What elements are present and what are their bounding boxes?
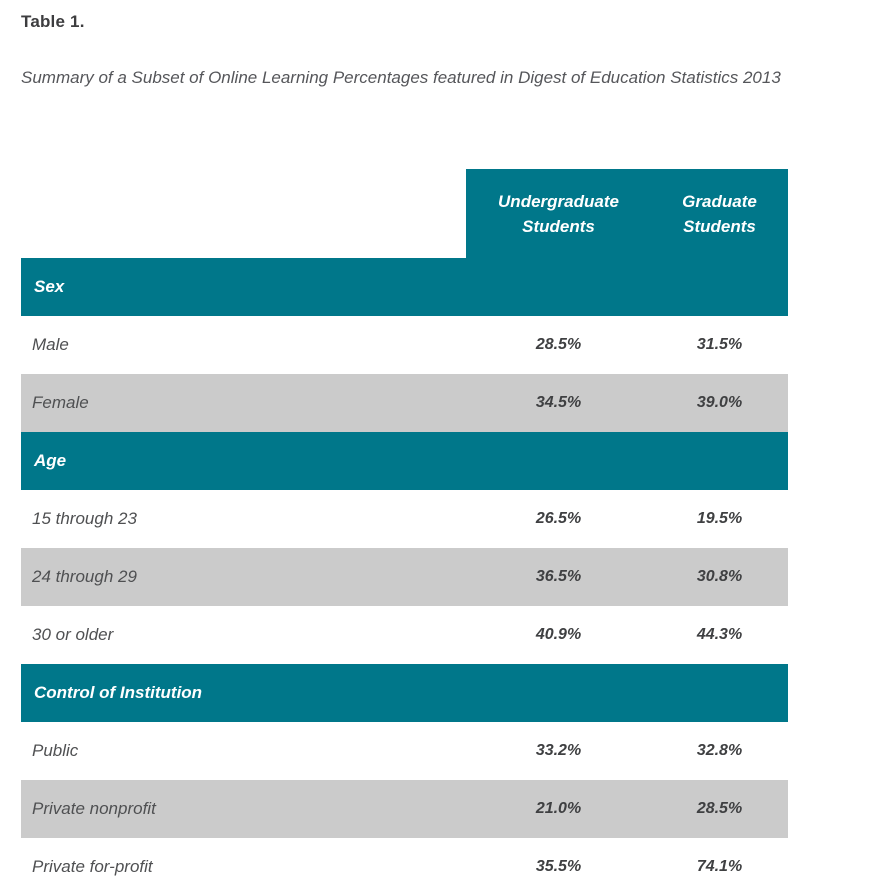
undergraduate-value: 21.0% <box>466 780 651 838</box>
undergraduate-value: 40.9% <box>466 606 651 664</box>
table-row-30-or-older <box>21 606 788 664</box>
undergraduate-value: 28.5% <box>466 316 651 374</box>
header-spacer-cell <box>21 169 466 258</box>
online-learning-table <box>21 169 788 887</box>
table-caption: Summary of a Subset of Online Learning Percentages featured in Digest of Education Statistics 2013 <box>21 68 781 87</box>
table-number-title: Table 1. <box>21 12 85 31</box>
undergraduate-value: 33.2% <box>466 722 651 780</box>
undergraduate-value: 36.5% <box>466 548 651 606</box>
column-header-row <box>21 169 788 258</box>
section-label: Age <box>21 432 788 490</box>
undergraduate-value: 35.5% <box>466 838 651 887</box>
column-header-undergraduate: Undergraduate Students <box>466 169 651 258</box>
row-label: 15 through 23 <box>21 490 466 548</box>
table-row-female <box>21 374 788 432</box>
graduate-value: 74.1% <box>651 838 788 887</box>
table-row-male <box>21 316 788 374</box>
section-header-control-of-institution <box>21 664 788 722</box>
row-label: 24 through 29 <box>21 548 466 606</box>
section-label: Sex <box>21 258 788 316</box>
row-label: 30 or older <box>21 606 466 664</box>
row-label: Male <box>21 316 466 374</box>
undergraduate-value: 26.5% <box>466 490 651 548</box>
table-row-24-through-29 <box>21 548 788 606</box>
graduate-value: 19.5% <box>651 490 788 548</box>
row-label: Private nonprofit <box>21 780 466 838</box>
section-label: Control of Institution <box>21 664 788 722</box>
graduate-value: 31.5% <box>651 316 788 374</box>
graduate-value: 39.0% <box>651 374 788 432</box>
section-header-age <box>21 432 788 490</box>
undergraduate-value: 34.5% <box>466 374 651 432</box>
table-row-public <box>21 722 788 780</box>
row-label: Public <box>21 722 466 780</box>
table-row-private-for-profit <box>21 838 788 887</box>
graduate-value: 28.5% <box>651 780 788 838</box>
section-header-sex <box>21 258 788 316</box>
column-header-graduate: Graduate Students <box>651 169 788 258</box>
table-row-15-through-23 <box>21 490 788 548</box>
graduate-value: 44.3% <box>651 606 788 664</box>
row-label: Private for-profit <box>21 838 466 887</box>
table-row-private-nonprofit <box>21 780 788 838</box>
row-label: Female <box>21 374 466 432</box>
graduate-value: 32.8% <box>651 722 788 780</box>
graduate-value: 30.8% <box>651 548 788 606</box>
